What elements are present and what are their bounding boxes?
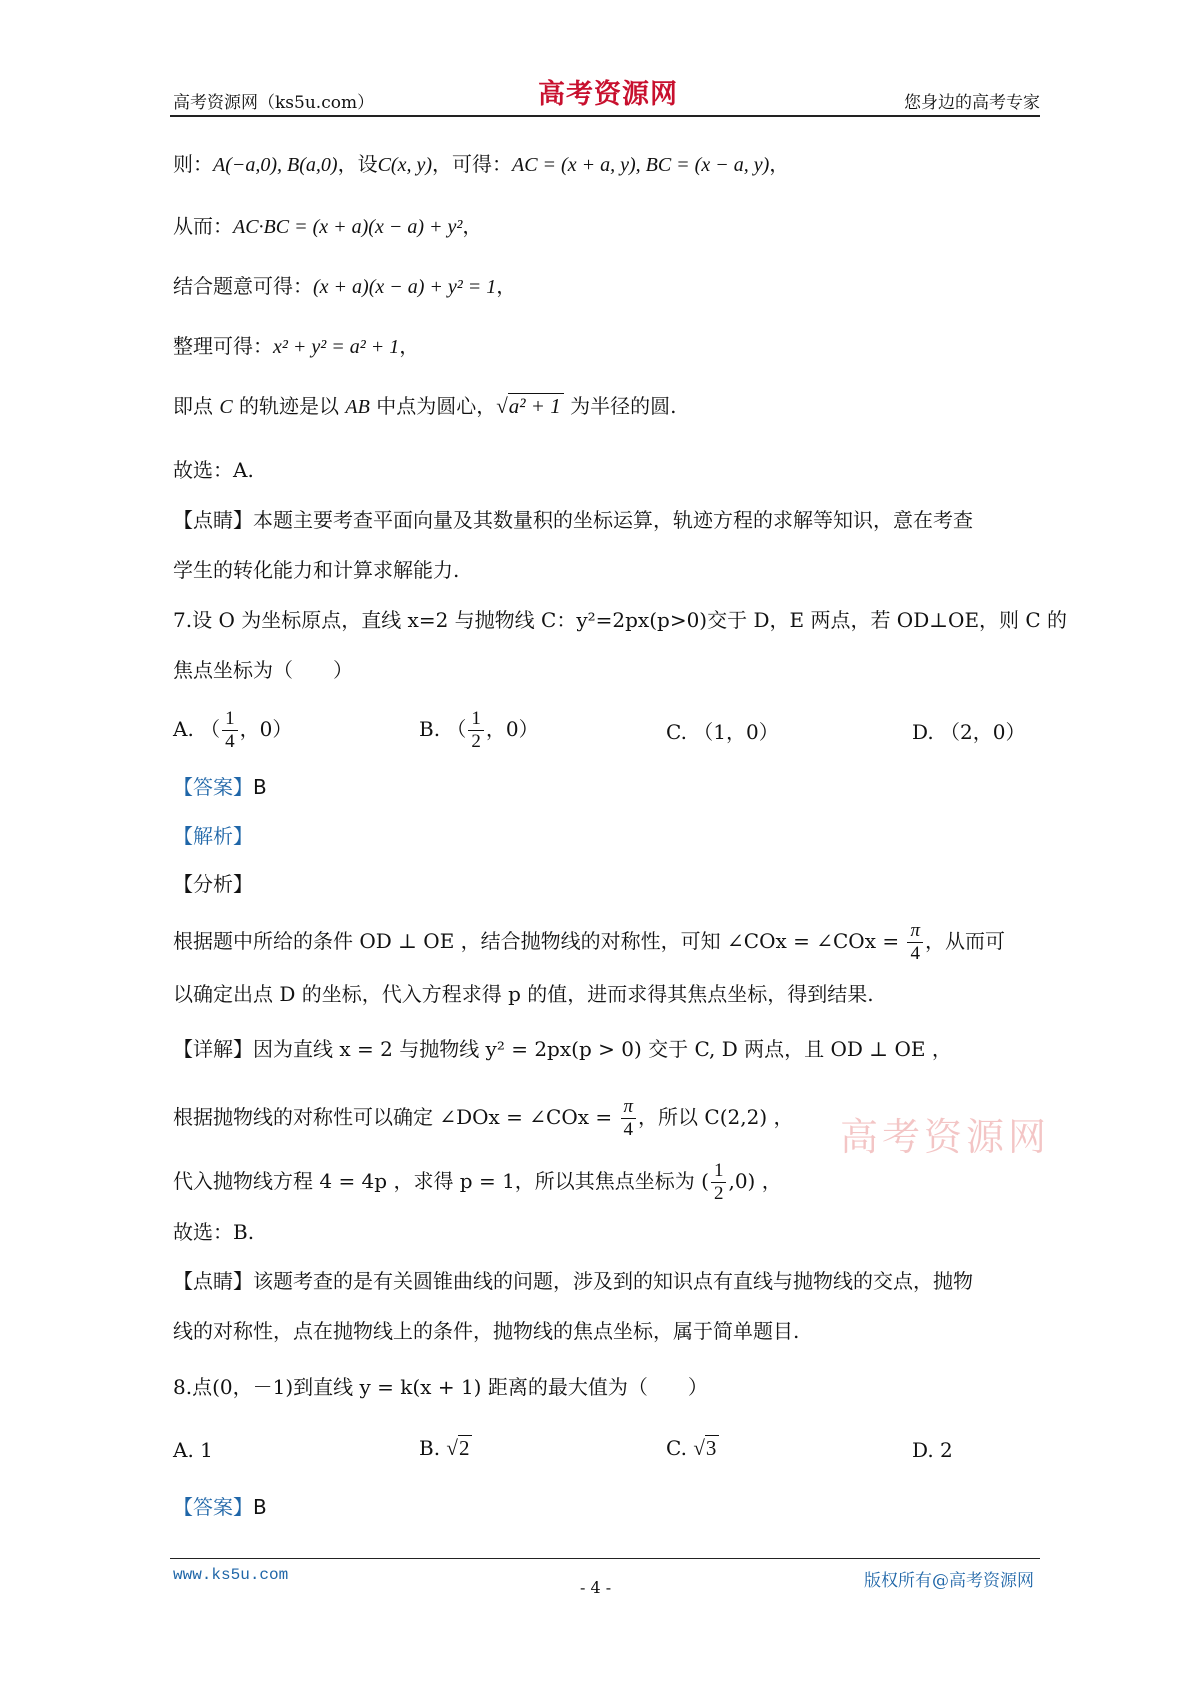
q7-comment-2: 线的对称性，点在抛物线上的条件，抛物线的焦点坐标，属于简单题目. [173,1319,800,1343]
q8-option-a: A. 1 [173,1438,213,1462]
q7-fenxi-line-1: 根据题中所给的条件 OD ⊥ OE ，结合抛物线的对称性，可知 ∠COx = ∠COx = $\frac{\pi}{4}$ ，从而可 [173,920,1005,964]
q7-option-d: D. （2，0） [912,720,1026,744]
fraction-1-2-detail: $\frac{1}{2}$ [711,1160,727,1205]
page-number: - 4 - [580,1578,612,1597]
q8-option-b: B. √2 [419,1434,472,1462]
header-slogan: 您身边的高考专家 [904,93,1040,113]
q7-option-b: B. （ $\frac{1}{2}$ ，0） [419,708,539,752]
q7-analysis-tag: 【解析】 [173,824,253,848]
q8-option-c: C. √3 [666,1434,719,1462]
radical-3: √3 [693,1434,719,1462]
header-rule [170,115,1040,117]
line-comment-2: 学生的转化能力和计算求解能力. [173,558,460,582]
q7-stem-2: 焦点坐标为（ ） [173,658,353,682]
q7-answer: 【答案】B [173,775,267,799]
line-coordinates: 则：A(−a,0), B(a,0)，设C(x, y)，可得：AC = (x + a, y), BC = (x − a, y)， [173,152,790,176]
footer-site-link[interactable]: www.ks5u.com [173,1566,289,1584]
line-condition: 结合题意可得：(x + a)(x − a) + y² = 1， [173,274,517,298]
radical-2: √2 [446,1434,472,1462]
footer-rule [170,1558,1040,1559]
line-comment-1: 【点睛】本题主要考查平面向量及其数量积的坐标运算，轨迹方程的求解等知识，意在考查 [173,508,973,532]
q7-fenxi-line-2: 以确定出点 D 的坐标，代入方程求得 p 的值，进而求得其焦点坐标，得到结果. [173,982,874,1006]
line-choice-a: 故选：A. [173,458,254,482]
fraction-pi-4-detail: $\frac{\pi}{4}$ [621,1096,637,1141]
fraction-1-2: $\frac{1}{2}$ [468,708,484,753]
watermark: 高考资源网 [840,1115,1051,1159]
header-site-name: 高考资源网（ks5u.com） [173,93,375,113]
q7-option-a: A. （ $\frac{1}{4}$ ，0） [173,708,293,752]
q7-detail-line-1: 【详解】因为直线 x = 2 与抛物线 y² = 2px(p > 0) 交于 C, D 两点，且 OD ⊥ OE ， [173,1037,952,1061]
q7-detail-line-2: 根据抛物线的对称性可以确定 ∠DOx = ∠COx = $\frac{\pi}{4}$ ，所以 C(2,2) ， [173,1096,794,1140]
q7-stem-1: 7.设 O 为坐标原点，直线 x=2 与抛物线 C：y²=2px(p>0)交于 D，E 两点，若 OD⊥OE，则 C 的 [173,608,1068,632]
line-locus: 即点 C 的轨迹是以 AB 中点为圆心，√a² + 1 为半径的圆. [173,394,677,418]
q7-option-c: C. （1，0） [666,720,779,744]
q8-stem: 8.点(0，－1)到直线 y = k(x + 1) 距离的最大值为（ ） [173,1375,708,1399]
q7-comment-1: 【点睛】该题考查的是有关圆锥曲线的问题，涉及到的知识点有直线与抛物线的交点，抛物 [173,1269,973,1293]
fraction-pi-4: $\frac{\pi}{4}$ [907,920,923,965]
radical-a2-plus-1: √a² + 1 [496,392,564,420]
q7-fenxi-tag: 【分析】 [173,872,253,896]
q7-detail-line-3: 代入抛物线方程 4 = 4p ，求得 p = 1，所以其焦点坐标为 ( $\frac{1}{2}$ ,0) ， [173,1160,782,1204]
line-simplified: 整理可得：x² + y² = a² + 1， [173,334,420,358]
q7-detail-choice: 故选：B. [173,1220,255,1244]
q8-option-d: D. 2 [912,1438,953,1462]
fraction-1-4: $\frac{1}{4}$ [222,708,238,753]
footer-copyright: 版权所有@高考资源网 [864,1571,1034,1591]
q8-answer: 【答案】B [173,1495,267,1519]
line-dot-product: 从而：AC·BC = (x + a)(x − a) + y²， [173,214,483,238]
header-logo: 高考资源网 [538,79,678,110]
